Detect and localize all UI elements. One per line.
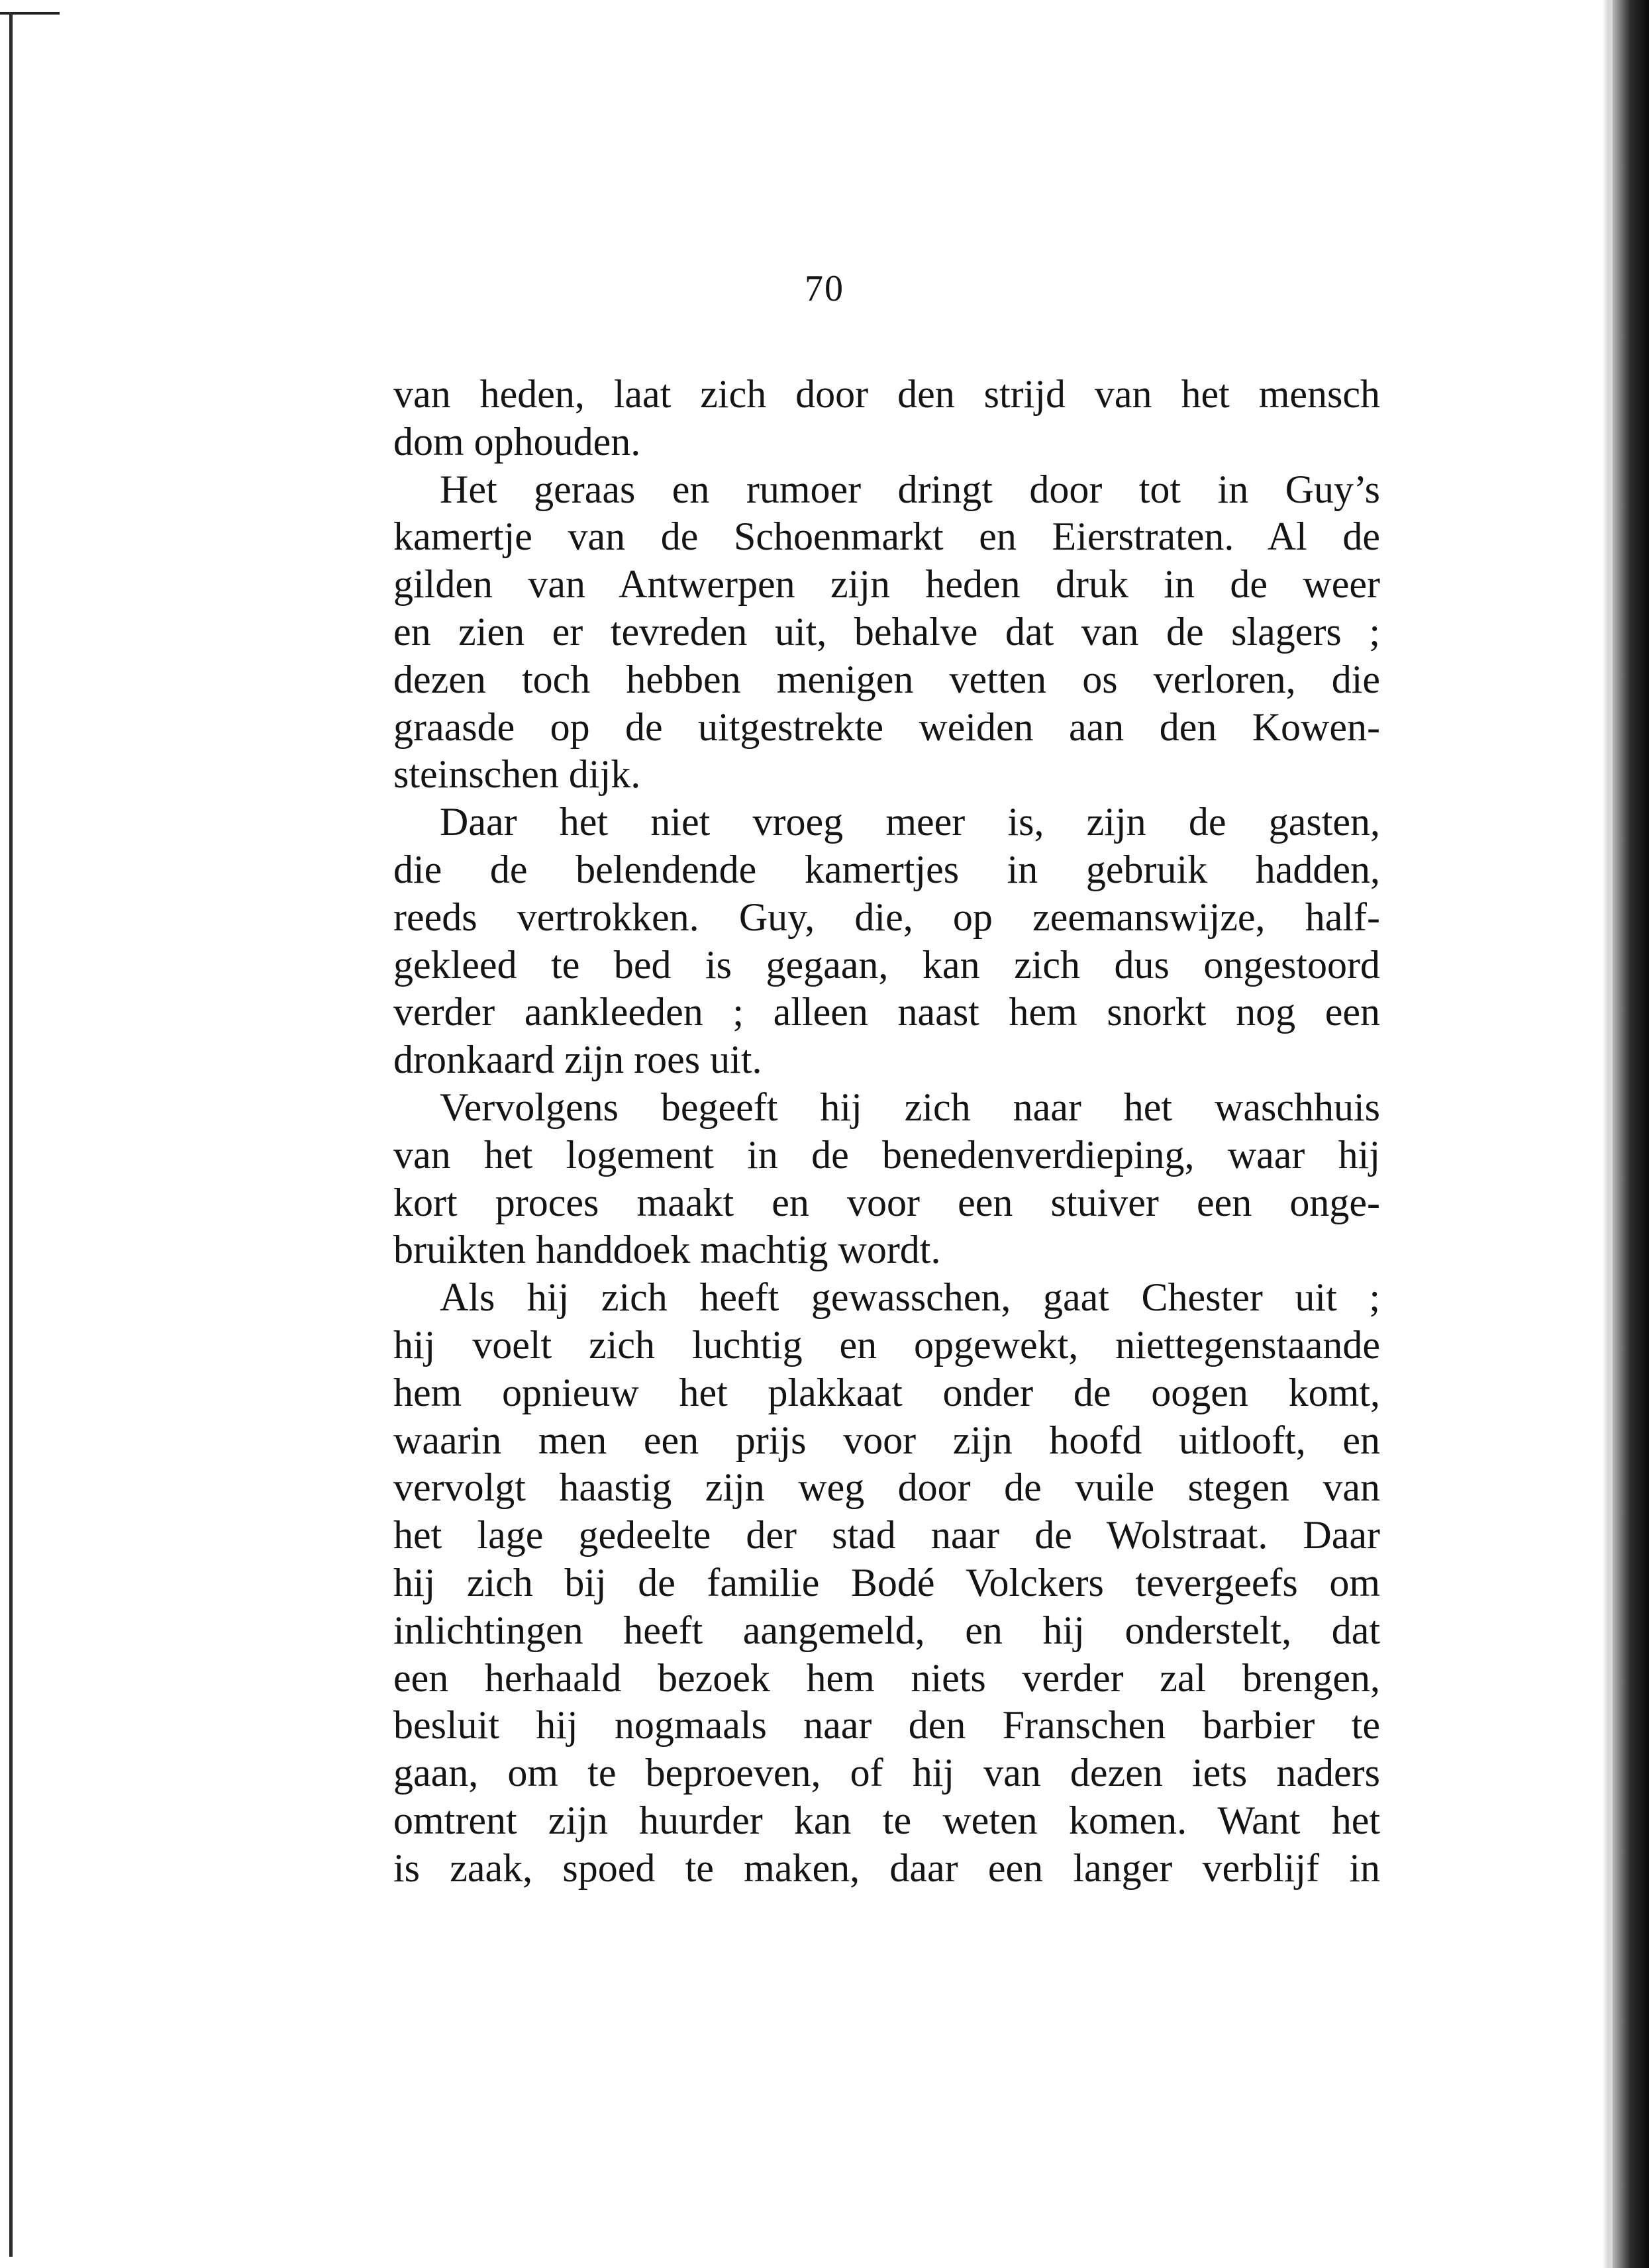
text-line: Vervolgens begeeft hij zich naar het waschhuis <box>440 1085 1380 1129</box>
text-line: een herhaald bezoek hem niets verder zal brengen, <box>393 1655 1380 1700</box>
text-line: verder aankleeden ; alleen naast hem snorkt nog een <box>393 990 1380 1034</box>
text-line: gaan, om te beproeven, of hij van dezen iets naders <box>393 1751 1380 1795</box>
text-line: gekleed te bed is gegaan, kan zich dus ongestoord <box>393 942 1380 987</box>
text-line: vervolgt haastig zijn weg door de vuile stegen van <box>393 1465 1380 1510</box>
text-line: kort proces maakt en voor een stuiver een onge- <box>393 1180 1380 1224</box>
text-line: dom ophouden. <box>393 419 641 464</box>
text-line: graasde op de uitgestrekte weiden aan den Kowen- <box>393 705 1380 749</box>
text-line: die de belendende kamertjes in gebruik hadden, <box>393 847 1380 891</box>
page-number: 70 <box>805 268 844 309</box>
text-line: is zaak, spoed te maken, daar een langer verblijf in <box>393 1846 1380 1890</box>
text-line: en zien er tevreden uit, behalve dat van de slagers ; <box>393 609 1380 654</box>
text-line: bruikten handdoek machtig wordt. <box>393 1228 941 1272</box>
text-line: van heden, laat zich door den strijd van het mensch <box>393 372 1380 416</box>
page-edge-highlight <box>1609 0 1613 2268</box>
text-line: Daar het niet vroeg meer is, zijn de gasten, <box>440 800 1380 844</box>
text-line: dronkaard zijn roes uit. <box>393 1038 762 1082</box>
text-line: reeds vertrokken. Guy, die, op zeemanswijze, half- <box>393 895 1380 939</box>
text-line: hij zich bij de familie Bodé Volckers tevergeefs om <box>393 1560 1380 1604</box>
scan-border-left <box>9 12 13 2257</box>
text-line: besluit hij nogmaals naar den Franschen barbier te <box>393 1703 1380 1748</box>
text-line: kamertje van de Schoenmarkt en Eierstraten. Al de <box>393 515 1380 559</box>
text-line: hem opnieuw het plakkaat onder de oogen komt, <box>393 1370 1380 1414</box>
text-line: Het geraas en rumoer dringt door tot in Guy’s <box>440 467 1380 511</box>
text-line: Als hij zich heeft gewasschen, gaat Chester uit ; <box>440 1275 1380 1320</box>
text-line: inlichtingen heeft aangemeld, en hij onderstelt, dat <box>393 1608 1380 1652</box>
text-line: het lage gedeelte der stad naar de Wolstraat. Daar <box>393 1513 1380 1557</box>
text-line: waarin men een prijs voor zijn hoofd uitlooft, en <box>393 1418 1380 1462</box>
body-text <box>393 371 1380 1893</box>
text-line: hij voelt zich luchtig en opgewekt, niettegenstaande <box>393 1322 1380 1367</box>
text-line: steinschen dijk. <box>393 752 641 797</box>
text-line: gilden van Antwerpen zijn heden druk in de weer <box>393 562 1380 607</box>
text-line: van het logement in de benedenverdieping, waar hij <box>393 1132 1380 1177</box>
text-line: dezen toch hebben menigen vetten os verloren, die <box>393 657 1380 701</box>
text-line: omtrent zijn huurder kan te weten komen. Want het <box>393 1798 1380 1842</box>
